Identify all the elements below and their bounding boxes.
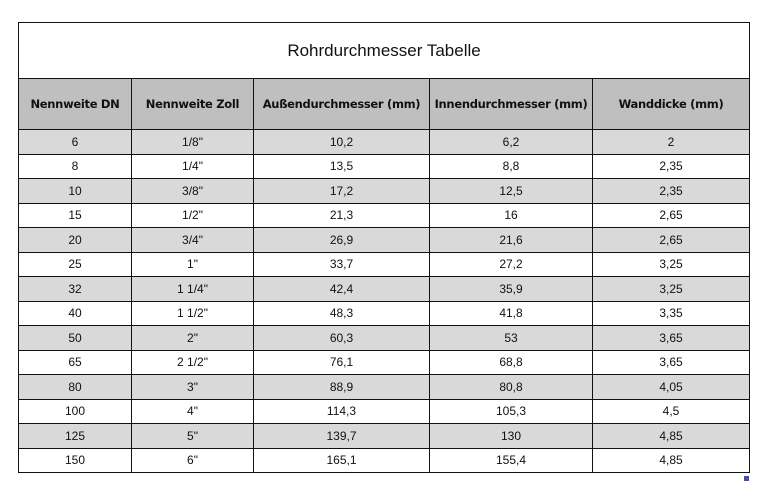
cell-zoll[interactable]: 2 1/2" [132,350,254,375]
cell-zoll[interactable]: 6" [132,448,254,473]
cell-zoll[interactable]: 3/4" [132,228,254,253]
cell-inner-diameter[interactable]: 16 [430,203,593,228]
cell-dn[interactable]: 50 [19,326,132,351]
cell-inner-diameter[interactable]: 35,9 [430,277,593,302]
cell-wall-thickness[interactable]: 3,25 [593,277,750,302]
cell-wall-thickness[interactable]: 4,85 [593,448,750,473]
cell-dn[interactable]: 25 [19,252,132,277]
table-row [19,350,750,375]
table-row [19,301,750,326]
table-row [19,179,750,204]
cell-wall-thickness[interactable]: 2,65 [593,228,750,253]
header-row [19,79,750,130]
cell-zoll[interactable]: 1/2" [132,203,254,228]
cell-inner-diameter[interactable]: 130 [430,424,593,449]
cell-zoll[interactable]: 2" [132,326,254,351]
cell-wall-thickness[interactable]: 2,35 [593,179,750,204]
cell-wall-thickness[interactable]: 2,65 [593,203,750,228]
table-row [19,375,750,400]
table-row [19,424,750,449]
cell-wall-thickness[interactable]: 3,25 [593,252,750,277]
column-header-wall-thickness: Wanddicke (mm) [593,79,750,130]
cell-inner-diameter[interactable]: 155,4 [430,448,593,473]
table-resize-handle[interactable] [744,476,749,481]
cell-dn[interactable]: 80 [19,375,132,400]
table-row [19,203,750,228]
cell-outer-diameter[interactable]: 48,3 [254,301,430,326]
cell-wall-thickness[interactable]: 4,5 [593,399,750,424]
cell-dn[interactable]: 8 [19,154,132,179]
cell-inner-diameter[interactable]: 21,6 [430,228,593,253]
cell-dn[interactable]: 65 [19,350,132,375]
cell-outer-diameter[interactable]: 139,7 [254,424,430,449]
cell-inner-diameter[interactable]: 80,8 [430,375,593,400]
cell-wall-thickness[interactable]: 2,35 [593,154,750,179]
column-header-zoll: Nennweite Zoll [132,79,254,130]
cell-wall-thickness[interactable]: 3,65 [593,350,750,375]
cell-zoll[interactable]: 1 1/2" [132,301,254,326]
table-row [19,154,750,179]
cell-inner-diameter[interactable]: 27,2 [430,252,593,277]
cell-outer-diameter[interactable]: 76,1 [254,350,430,375]
cell-outer-diameter[interactable]: 33,7 [254,252,430,277]
table-title: Rohrdurchmesser Tabelle [19,23,750,79]
cell-inner-diameter[interactable]: 68,8 [430,350,593,375]
table-row [19,252,750,277]
cell-dn[interactable]: 40 [19,301,132,326]
cell-dn[interactable]: 125 [19,424,132,449]
cell-outer-diameter[interactable]: 21,3 [254,203,430,228]
pipe-diameter-table-container [18,22,749,473]
cell-wall-thickness[interactable]: 3,65 [593,326,750,351]
cell-inner-diameter[interactable]: 105,3 [430,399,593,424]
cell-outer-diameter[interactable]: 10,2 [254,130,430,155]
cell-dn[interactable]: 6 [19,130,132,155]
cell-outer-diameter[interactable]: 165,1 [254,448,430,473]
cell-dn[interactable]: 20 [19,228,132,253]
table-row [19,448,750,473]
cell-outer-diameter[interactable]: 88,9 [254,375,430,400]
cell-zoll[interactable]: 1" [132,252,254,277]
table-row [19,228,750,253]
cell-dn[interactable]: 10 [19,179,132,204]
cell-wall-thickness[interactable]: 4,85 [593,424,750,449]
cell-outer-diameter[interactable]: 26,9 [254,228,430,253]
cell-outer-diameter[interactable]: 17,2 [254,179,430,204]
cell-wall-thickness[interactable]: 3,35 [593,301,750,326]
table-row [19,130,750,155]
table-body [19,130,750,473]
cell-dn[interactable]: 150 [19,448,132,473]
table-row [19,399,750,424]
table-row [19,326,750,351]
column-header-dn: Nennweite DN [19,79,132,130]
cell-dn[interactable]: 32 [19,277,132,302]
cell-zoll[interactable]: 5" [132,424,254,449]
cell-zoll[interactable]: 4" [132,399,254,424]
table-row [19,277,750,302]
cell-outer-diameter[interactable]: 114,3 [254,399,430,424]
cell-dn[interactable]: 15 [19,203,132,228]
cell-zoll[interactable]: 3" [132,375,254,400]
column-header-inner-diameter: Innendurchmesser (mm) [430,79,593,130]
cell-zoll[interactable]: 1/4" [132,154,254,179]
cell-inner-diameter[interactable]: 53 [430,326,593,351]
cell-inner-diameter[interactable]: 6,2 [430,130,593,155]
cell-dn[interactable]: 100 [19,399,132,424]
cell-wall-thickness[interactable]: 4,05 [593,375,750,400]
cell-inner-diameter[interactable]: 41,8 [430,301,593,326]
cell-inner-diameter[interactable]: 8,8 [430,154,593,179]
cell-inner-diameter[interactable]: 12,5 [430,179,593,204]
cell-zoll[interactable]: 1/8" [132,130,254,155]
pipe-diameter-table [18,22,750,473]
cell-outer-diameter[interactable]: 60,3 [254,326,430,351]
cell-zoll[interactable]: 3/8" [132,179,254,204]
cell-outer-diameter[interactable]: 42,4 [254,277,430,302]
cell-outer-diameter[interactable]: 13,5 [254,154,430,179]
cell-wall-thickness[interactable]: 2 [593,130,750,155]
column-header-outer-diameter: Außendurchmesser (mm) [254,79,430,130]
cell-zoll[interactable]: 1 1/4" [132,277,254,302]
